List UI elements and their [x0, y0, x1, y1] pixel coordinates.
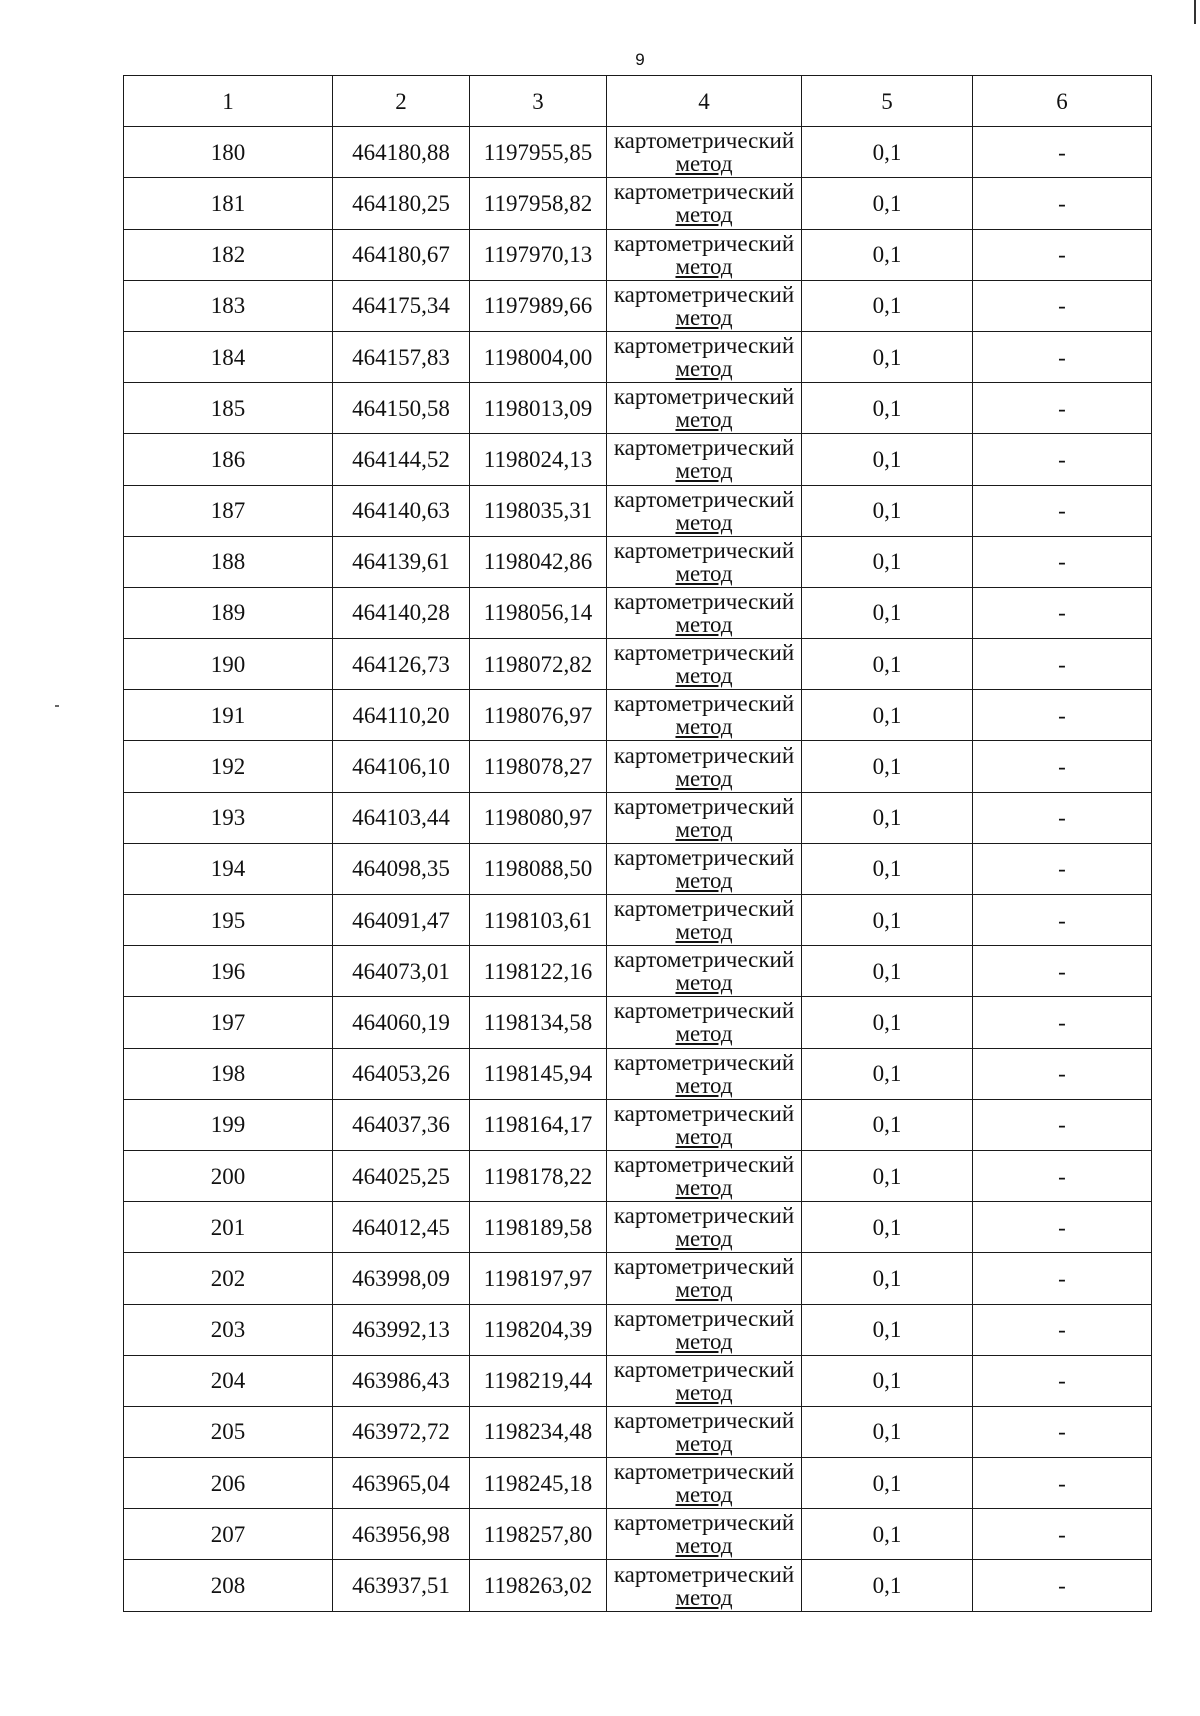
- method-line-1: картометрический: [613, 1049, 795, 1075]
- accuracy-cell: 0,1: [802, 178, 973, 229]
- description-cell: -: [973, 280, 1152, 331]
- table-row: [124, 843, 1152, 894]
- method-line-1: картометрический: [613, 1459, 795, 1485]
- method-cell: [607, 331, 802, 382]
- method-line-1: картометрический: [613, 435, 795, 461]
- y-coordinate-cell: 1198145,94: [470, 1048, 607, 1099]
- x-coordinate-cell: 464126,73: [333, 639, 470, 690]
- method-line-1: картометрический: [613, 128, 795, 154]
- method-line-1: картометрический: [613, 793, 795, 819]
- method-line-1: картометрический: [613, 742, 795, 768]
- method-cell: [607, 280, 802, 331]
- table-row: [124, 741, 1152, 792]
- method-cell: [607, 843, 802, 894]
- x-coordinate-cell: 464139,61: [333, 536, 470, 587]
- accuracy-cell: 0,1: [802, 434, 973, 485]
- method-line-2: метод: [675, 1072, 733, 1098]
- point-number-cell: 193: [124, 792, 333, 843]
- x-coordinate-cell: 463965,04: [333, 1458, 470, 1509]
- description-cell: -: [973, 1202, 1152, 1253]
- method-line-2: метод: [675, 970, 733, 996]
- point-number-cell: 190: [124, 639, 333, 690]
- x-coordinate-cell: 463972,72: [333, 1406, 470, 1457]
- accuracy-cell: 0,1: [802, 741, 973, 792]
- point-number-cell: 207: [124, 1509, 333, 1560]
- method-line-1: картометрический: [613, 896, 795, 922]
- method-cell: [607, 178, 802, 229]
- y-coordinate-cell: 1198076,97: [470, 690, 607, 741]
- point-number-cell: 189: [124, 587, 333, 638]
- method-cell: [607, 741, 802, 792]
- method-line-2: метод: [675, 611, 733, 637]
- coordinates-table: [123, 75, 1152, 1612]
- table-row: [124, 1099, 1152, 1150]
- scan-margin-mark: [55, 705, 59, 707]
- method-cell: [607, 1560, 802, 1611]
- description-cell: -: [973, 843, 1152, 894]
- method-cell: [607, 383, 802, 434]
- method-line-2: метод: [675, 1430, 733, 1456]
- x-coordinate-cell: 464180,25: [333, 178, 470, 229]
- accuracy-cell: 0,1: [802, 690, 973, 741]
- description-cell: -: [973, 1560, 1152, 1611]
- accuracy-cell: 0,1: [802, 383, 973, 434]
- column-header-1: 1: [124, 76, 333, 127]
- y-coordinate-cell: 1197955,85: [470, 127, 607, 178]
- x-coordinate-cell: 464106,10: [333, 741, 470, 792]
- table-row: [124, 536, 1152, 587]
- point-number-cell: 195: [124, 895, 333, 946]
- method-cell: [607, 997, 802, 1048]
- table-header: [124, 76, 1152, 127]
- y-coordinate-cell: 1198072,82: [470, 639, 607, 690]
- method-line-1: картометрический: [613, 1254, 795, 1280]
- accuracy-cell: 0,1: [802, 331, 973, 382]
- method-line-1: картометрический: [613, 537, 795, 563]
- y-coordinate-cell: 1197989,66: [470, 280, 607, 331]
- method-line-1: картометрический: [613, 1510, 795, 1536]
- scan-edge-mark: [1194, 0, 1196, 24]
- column-header-5: 5: [802, 76, 973, 127]
- method-line-2: метод: [675, 407, 733, 433]
- y-coordinate-cell: 1198080,97: [470, 792, 607, 843]
- method-cell: [607, 1099, 802, 1150]
- y-coordinate-cell: 1198088,50: [470, 843, 607, 894]
- method-line-2: метод: [675, 1226, 733, 1252]
- method-cell: [607, 895, 802, 946]
- method-line-2: метод: [675, 458, 733, 484]
- table-row: [124, 1355, 1152, 1406]
- table-row: [124, 1458, 1152, 1509]
- table-row: [124, 997, 1152, 1048]
- method-line-1: картометрический: [613, 1407, 795, 1433]
- x-coordinate-cell: 464180,88: [333, 127, 470, 178]
- table-row: [124, 792, 1152, 843]
- table-row: [124, 1560, 1152, 1611]
- description-cell: -: [973, 587, 1152, 638]
- method-line-1: картометрический: [613, 691, 795, 717]
- point-number-cell: 200: [124, 1150, 333, 1201]
- method-cell: [607, 536, 802, 587]
- y-coordinate-cell: 1198178,22: [470, 1150, 607, 1201]
- table-row: [124, 639, 1152, 690]
- header-row: [124, 76, 1152, 127]
- y-coordinate-cell: 1198219,44: [470, 1355, 607, 1406]
- method-line-1: картометрический: [613, 281, 795, 307]
- point-number-cell: 183: [124, 280, 333, 331]
- y-coordinate-cell: 1198204,39: [470, 1304, 607, 1355]
- method-line-2: метод: [675, 356, 733, 382]
- method-line-1: картометрический: [613, 1100, 795, 1126]
- y-coordinate-cell: 1197970,13: [470, 229, 607, 280]
- x-coordinate-cell: 464012,45: [333, 1202, 470, 1253]
- y-coordinate-cell: 1198189,58: [470, 1202, 607, 1253]
- table-row: [124, 178, 1152, 229]
- x-coordinate-cell: 464140,63: [333, 485, 470, 536]
- table-row: [124, 1406, 1152, 1457]
- x-coordinate-cell: 464140,28: [333, 587, 470, 638]
- column-header-4: 4: [607, 76, 802, 127]
- y-coordinate-cell: 1198257,80: [470, 1509, 607, 1560]
- table-row: [124, 280, 1152, 331]
- point-number-cell: 199: [124, 1099, 333, 1150]
- description-cell: -: [973, 1099, 1152, 1150]
- method-cell: [607, 127, 802, 178]
- x-coordinate-cell: 464175,34: [333, 280, 470, 331]
- accuracy-cell: 0,1: [802, 1150, 973, 1201]
- method-line-1: картометрический: [613, 640, 795, 666]
- y-coordinate-cell: 1198122,16: [470, 946, 607, 997]
- y-coordinate-cell: 1198197,97: [470, 1253, 607, 1304]
- point-number-cell: 205: [124, 1406, 333, 1457]
- method-line-2: метод: [675, 919, 733, 945]
- point-number-cell: 201: [124, 1202, 333, 1253]
- y-coordinate-cell: 1198103,61: [470, 895, 607, 946]
- x-coordinate-cell: 464025,25: [333, 1150, 470, 1201]
- method-line-2: метод: [675, 202, 733, 228]
- description-cell: -: [973, 1406, 1152, 1457]
- method-line-2: метод: [675, 867, 733, 893]
- point-number-cell: 185: [124, 383, 333, 434]
- method-cell: [607, 1509, 802, 1560]
- accuracy-cell: 0,1: [802, 485, 973, 536]
- description-cell: -: [973, 895, 1152, 946]
- table-body: [124, 127, 1152, 1611]
- method-line-1: картометрический: [613, 179, 795, 205]
- method-line-2: метод: [675, 765, 733, 791]
- method-line-2: метод: [675, 1584, 733, 1610]
- accuracy-cell: 0,1: [802, 946, 973, 997]
- method-line-2: метод: [675, 253, 733, 279]
- point-number-cell: 194: [124, 843, 333, 894]
- accuracy-cell: 0,1: [802, 1253, 973, 1304]
- table-row: [124, 1202, 1152, 1253]
- accuracy-cell: 0,1: [802, 1099, 973, 1150]
- description-cell: -: [973, 1355, 1152, 1406]
- method-line-2: метод: [675, 1021, 733, 1047]
- method-cell: [607, 587, 802, 638]
- description-cell: -: [973, 127, 1152, 178]
- x-coordinate-cell: 464060,19: [333, 997, 470, 1048]
- accuracy-cell: 0,1: [802, 997, 973, 1048]
- method-line-1: картометрический: [613, 333, 795, 359]
- description-cell: -: [973, 1048, 1152, 1099]
- table-row: [124, 1509, 1152, 1560]
- x-coordinate-cell: 463956,98: [333, 1509, 470, 1560]
- description-cell: -: [973, 536, 1152, 587]
- x-coordinate-cell: 464150,58: [333, 383, 470, 434]
- x-coordinate-cell: 464091,47: [333, 895, 470, 946]
- method-line-1: картометрический: [613, 844, 795, 870]
- method-cell: [607, 690, 802, 741]
- y-coordinate-cell: 1198056,14: [470, 587, 607, 638]
- table-row: [124, 383, 1152, 434]
- table-row: [124, 690, 1152, 741]
- accuracy-cell: 0,1: [802, 536, 973, 587]
- table-row: [124, 485, 1152, 536]
- accuracy-cell: 0,1: [802, 792, 973, 843]
- description-cell: -: [973, 434, 1152, 485]
- method-line-1: картометрический: [613, 1203, 795, 1229]
- method-cell: [607, 639, 802, 690]
- method-line-2: метод: [675, 1533, 733, 1559]
- method-line-1: картометрический: [613, 588, 795, 614]
- method-line-1: картометрический: [613, 230, 795, 256]
- table-row: [124, 1304, 1152, 1355]
- column-header-6: 6: [973, 76, 1152, 127]
- method-line-1: картометрический: [613, 486, 795, 512]
- method-line-2: метод: [675, 1379, 733, 1405]
- x-coordinate-cell: 464157,83: [333, 331, 470, 382]
- method-line-1: картометрический: [613, 1356, 795, 1382]
- description-cell: -: [973, 741, 1152, 792]
- method-cell: [607, 434, 802, 485]
- y-coordinate-cell: 1198164,17: [470, 1099, 607, 1150]
- point-number-cell: 198: [124, 1048, 333, 1099]
- accuracy-cell: 0,1: [802, 1509, 973, 1560]
- method-line-2: метод: [675, 1277, 733, 1303]
- point-number-cell: 180: [124, 127, 333, 178]
- description-cell: -: [973, 1150, 1152, 1201]
- method-cell: [607, 1406, 802, 1457]
- table-row: [124, 587, 1152, 638]
- method-line-2: метод: [675, 560, 733, 586]
- accuracy-cell: 0,1: [802, 1304, 973, 1355]
- method-cell: [607, 1202, 802, 1253]
- method-line-2: метод: [675, 151, 733, 177]
- method-cell: [607, 1253, 802, 1304]
- description-cell: -: [973, 946, 1152, 997]
- point-number-cell: 182: [124, 229, 333, 280]
- point-number-cell: 196: [124, 946, 333, 997]
- description-cell: -: [973, 1509, 1152, 1560]
- point-number-cell: 186: [124, 434, 333, 485]
- table-row: [124, 895, 1152, 946]
- point-number-cell: 208: [124, 1560, 333, 1611]
- x-coordinate-cell: 463937,51: [333, 1560, 470, 1611]
- method-line-2: метод: [675, 1328, 733, 1354]
- method-cell: [607, 1458, 802, 1509]
- y-coordinate-cell: 1198035,31: [470, 485, 607, 536]
- method-cell: [607, 1304, 802, 1355]
- y-coordinate-cell: 1198263,02: [470, 1560, 607, 1611]
- y-coordinate-cell: 1198042,86: [470, 536, 607, 587]
- point-number-cell: 181: [124, 178, 333, 229]
- method-line-2: метод: [675, 816, 733, 842]
- method-cell: [607, 1355, 802, 1406]
- description-cell: -: [973, 690, 1152, 741]
- x-coordinate-cell: 464073,01: [333, 946, 470, 997]
- y-coordinate-cell: 1198013,09: [470, 383, 607, 434]
- x-coordinate-cell: 463998,09: [333, 1253, 470, 1304]
- point-number-cell: 206: [124, 1458, 333, 1509]
- description-cell: -: [973, 485, 1152, 536]
- table-row: [124, 229, 1152, 280]
- description-cell: -: [973, 792, 1152, 843]
- accuracy-cell: 0,1: [802, 1355, 973, 1406]
- point-number-cell: 204: [124, 1355, 333, 1406]
- table-row: [124, 434, 1152, 485]
- description-cell: -: [973, 1253, 1152, 1304]
- point-number-cell: 191: [124, 690, 333, 741]
- description-cell: -: [973, 331, 1152, 382]
- point-number-cell: 197: [124, 997, 333, 1048]
- description-cell: -: [973, 1304, 1152, 1355]
- method-line-1: картометрический: [613, 1561, 795, 1587]
- accuracy-cell: 0,1: [802, 229, 973, 280]
- method-cell: [607, 229, 802, 280]
- method-line-1: картометрический: [613, 1305, 795, 1331]
- method-line-2: метод: [675, 304, 733, 330]
- accuracy-cell: 0,1: [802, 1458, 973, 1509]
- x-coordinate-cell: 464098,35: [333, 843, 470, 894]
- method-line-1: картометрический: [613, 947, 795, 973]
- point-number-cell: 184: [124, 331, 333, 382]
- table-row: [124, 1253, 1152, 1304]
- accuracy-cell: 0,1: [802, 843, 973, 894]
- table-row: [124, 1150, 1152, 1201]
- method-line-1: картометрический: [613, 1152, 795, 1178]
- method-cell: [607, 485, 802, 536]
- table-row: [124, 946, 1152, 997]
- column-header-2: 2: [333, 76, 470, 127]
- y-coordinate-cell: 1198004,00: [470, 331, 607, 382]
- method-cell: [607, 1150, 802, 1201]
- method-line-1: картометрический: [613, 384, 795, 410]
- table-row: [124, 1048, 1152, 1099]
- x-coordinate-cell: 464180,67: [333, 229, 470, 280]
- x-coordinate-cell: 464144,52: [333, 434, 470, 485]
- table-row: [124, 127, 1152, 178]
- accuracy-cell: 0,1: [802, 895, 973, 946]
- y-coordinate-cell: 1198245,18: [470, 1458, 607, 1509]
- table-row: [124, 331, 1152, 382]
- y-coordinate-cell: 1198234,48: [470, 1406, 607, 1457]
- method-cell: [607, 792, 802, 843]
- method-cell: [607, 1048, 802, 1099]
- accuracy-cell: 0,1: [802, 127, 973, 178]
- point-number-cell: 202: [124, 1253, 333, 1304]
- accuracy-cell: 0,1: [802, 587, 973, 638]
- y-coordinate-cell: 1198078,27: [470, 741, 607, 792]
- accuracy-cell: 0,1: [802, 1048, 973, 1099]
- accuracy-cell: 0,1: [802, 1406, 973, 1457]
- description-cell: -: [973, 639, 1152, 690]
- description-cell: -: [973, 229, 1152, 280]
- y-coordinate-cell: 1198024,13: [470, 434, 607, 485]
- accuracy-cell: 0,1: [802, 1560, 973, 1611]
- point-number-cell: 187: [124, 485, 333, 536]
- accuracy-cell: 0,1: [802, 639, 973, 690]
- column-header-3: 3: [470, 76, 607, 127]
- x-coordinate-cell: 464053,26: [333, 1048, 470, 1099]
- method-line-2: метод: [675, 1123, 733, 1149]
- method-line-2: метод: [675, 663, 733, 689]
- page-number: 9: [635, 50, 645, 69]
- description-cell: -: [973, 383, 1152, 434]
- accuracy-cell: 0,1: [802, 1202, 973, 1253]
- method-line-2: метод: [675, 714, 733, 740]
- y-coordinate-cell: 1198134,58: [470, 997, 607, 1048]
- method-line-2: метод: [675, 1175, 733, 1201]
- x-coordinate-cell: 463992,13: [333, 1304, 470, 1355]
- method-line-2: метод: [675, 1482, 733, 1508]
- x-coordinate-cell: 464110,20: [333, 690, 470, 741]
- description-cell: -: [973, 997, 1152, 1048]
- accuracy-cell: 0,1: [802, 280, 973, 331]
- x-coordinate-cell: 463986,43: [333, 1355, 470, 1406]
- point-number-cell: 192: [124, 741, 333, 792]
- x-coordinate-cell: 464103,44: [333, 792, 470, 843]
- description-cell: -: [973, 178, 1152, 229]
- y-coordinate-cell: 1197958,82: [470, 178, 607, 229]
- method-line-2: метод: [675, 509, 733, 535]
- description-cell: -: [973, 1458, 1152, 1509]
- x-coordinate-cell: 464037,36: [333, 1099, 470, 1150]
- method-line-1: картометрический: [613, 998, 795, 1024]
- method-cell: [607, 946, 802, 997]
- point-number-cell: 203: [124, 1304, 333, 1355]
- point-number-cell: 188: [124, 536, 333, 587]
